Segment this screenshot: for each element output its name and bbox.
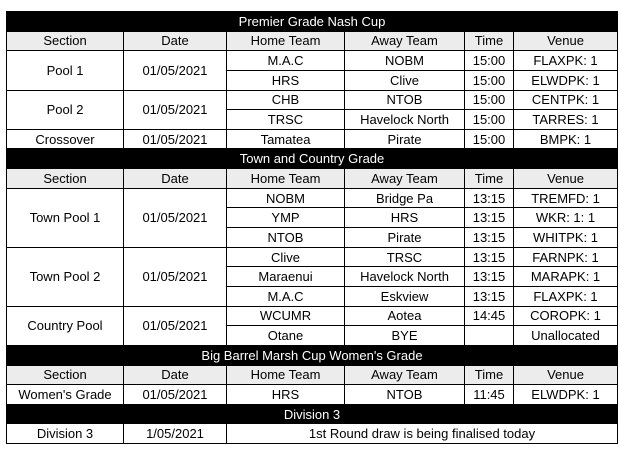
home-team-cell: HRS (227, 385, 345, 405)
section-cell: Pool 2 (7, 90, 124, 129)
home-team-cell: Tamatea (227, 129, 345, 149)
date-cell: 01/05/2021 (124, 51, 227, 90)
away-team-cell: Bridge Pa (345, 188, 465, 208)
venue-header: Venue (514, 365, 618, 385)
home-team-cell: HRS (227, 70, 345, 90)
time-cell: 13:15 (465, 188, 514, 208)
table-row (7, 129, 618, 149)
venue-cell: FLAXPK: 1 (514, 51, 618, 71)
column-header-row (7, 169, 618, 189)
time-cell: 15:00 (465, 129, 514, 149)
date-header: Date (124, 365, 227, 385)
table-row (7, 188, 618, 208)
time-cell: 15:00 (465, 51, 514, 71)
home-team-cell: Otane (227, 326, 345, 346)
away-team-header: Away Team (345, 169, 465, 189)
away-team-cell: BYE (345, 326, 465, 346)
home-team-cell: M.A.C (227, 286, 345, 306)
section-header: Section (7, 365, 124, 385)
section-cell: Women's Grade (7, 385, 124, 405)
grade-title: Town and Country Grade (7, 149, 618, 169)
column-header-row (7, 365, 618, 385)
date-cell: 1/05/2021 (124, 424, 227, 444)
date-cell: 01/05/2021 (124, 247, 227, 306)
time-cell: 15:00 (465, 90, 514, 110)
away-team-cell: NTOB (345, 90, 465, 110)
away-team-header: Away Team (345, 31, 465, 51)
division3-title-row (7, 404, 618, 424)
away-team-cell: Pirate (345, 228, 465, 248)
time-cell: 15:00 (465, 110, 514, 130)
away-team-cell: NTOB (345, 385, 465, 405)
fixtures-table (6, 11, 618, 444)
section-header: Section (7, 31, 124, 51)
section-cell: Division 3 (7, 424, 124, 444)
away-team-cell: Clive (345, 70, 465, 90)
time-header: Time (465, 169, 514, 189)
section-cell: Town Pool 1 (7, 188, 124, 247)
away-team-cell: NOBM (345, 51, 465, 71)
home-team-header: Home Team (227, 31, 345, 51)
home-team-cell: WCUMR (227, 306, 345, 326)
section-header: Section (7, 169, 124, 189)
home-team-cell: CHB (227, 90, 345, 110)
time-cell: 13:15 (465, 286, 514, 306)
time-cell: 11:45 (465, 385, 514, 405)
home-team-cell: Clive (227, 247, 345, 267)
venue-cell: COROPK: 1 (514, 306, 618, 326)
grade-title: Division 3 (7, 404, 618, 424)
venue-cell: MARAPK: 1 (514, 267, 618, 287)
womens-grade-title-row (7, 345, 618, 365)
away-team-cell: Pirate (345, 129, 465, 149)
venue-cell: TREMFD: 1 (514, 188, 618, 208)
away-team-cell: Havelock North (345, 110, 465, 130)
grade-title: Premier Grade Nash Cup (7, 12, 618, 32)
venue-header: Venue (514, 169, 618, 189)
section-cell: Pool 1 (7, 51, 124, 90)
time-cell: 13:15 (465, 267, 514, 287)
table-row (7, 51, 618, 71)
date-header: Date (124, 169, 227, 189)
time-cell: 14:45 (465, 306, 514, 326)
date-header: Date (124, 31, 227, 51)
time-cell: 15:00 (465, 70, 514, 90)
venue-cell: ELWDPK: 1 (514, 385, 618, 405)
date-cell: 01/05/2021 (124, 188, 227, 247)
venue-cell: CENTPK: 1 (514, 90, 618, 110)
time-cell: 13:15 (465, 247, 514, 267)
time-cell: 13:15 (465, 228, 514, 248)
date-cell: 01/05/2021 (124, 385, 227, 405)
away-team-cell: Havelock North (345, 267, 465, 287)
table-row (7, 385, 618, 405)
column-header-row (7, 31, 618, 51)
date-cell: 01/05/2021 (124, 90, 227, 129)
premier-grade-title-row (7, 12, 618, 32)
venue-cell: BMPK: 1 (514, 129, 618, 149)
grade-title: Big Barrel Marsh Cup Women's Grade (7, 345, 618, 365)
division3-note: 1st Round draw is being finalised today (227, 424, 618, 444)
section-cell: Crossover (7, 129, 124, 149)
away-team-cell: Aotea (345, 306, 465, 326)
table-row (7, 306, 618, 326)
home-team-header: Home Team (227, 169, 345, 189)
time-cell: 13:15 (465, 208, 514, 228)
time-header: Time (465, 31, 514, 51)
venue-cell: ELWDPK: 1 (514, 70, 618, 90)
home-team-cell: NTOB (227, 228, 345, 248)
venue-cell: TARRES: 1 (514, 110, 618, 130)
fixtures-body (7, 12, 618, 444)
venue-cell: FLAXPK: 1 (514, 286, 618, 306)
table-row (7, 90, 618, 110)
table-row (7, 424, 618, 444)
home-team-cell: YMP (227, 208, 345, 228)
venue-cell: FARNPK: 1 (514, 247, 618, 267)
venue-header: Venue (514, 31, 618, 51)
venue-cell: Unallocated (514, 326, 618, 346)
home-team-cell: M.A.C (227, 51, 345, 71)
section-cell: Town Pool 2 (7, 247, 124, 306)
away-team-cell: Eskview (345, 286, 465, 306)
away-team-header: Away Team (345, 365, 465, 385)
date-cell: 01/05/2021 (124, 306, 227, 345)
section-cell: Country Pool (7, 306, 124, 345)
home-team-header: Home Team (227, 365, 345, 385)
home-team-cell: NOBM (227, 188, 345, 208)
table-row (7, 247, 618, 267)
away-team-cell: HRS (345, 208, 465, 228)
venue-cell: WKR: 1: 1 (514, 208, 618, 228)
home-team-cell: TRSC (227, 110, 345, 130)
home-team-cell: Maraenui (227, 267, 345, 287)
time-cell (465, 326, 514, 346)
date-cell: 01/05/2021 (124, 129, 227, 149)
town-country-title-row (7, 149, 618, 169)
venue-cell: WHITPK: 1 (514, 228, 618, 248)
time-header: Time (465, 365, 514, 385)
away-team-cell: TRSC (345, 247, 465, 267)
